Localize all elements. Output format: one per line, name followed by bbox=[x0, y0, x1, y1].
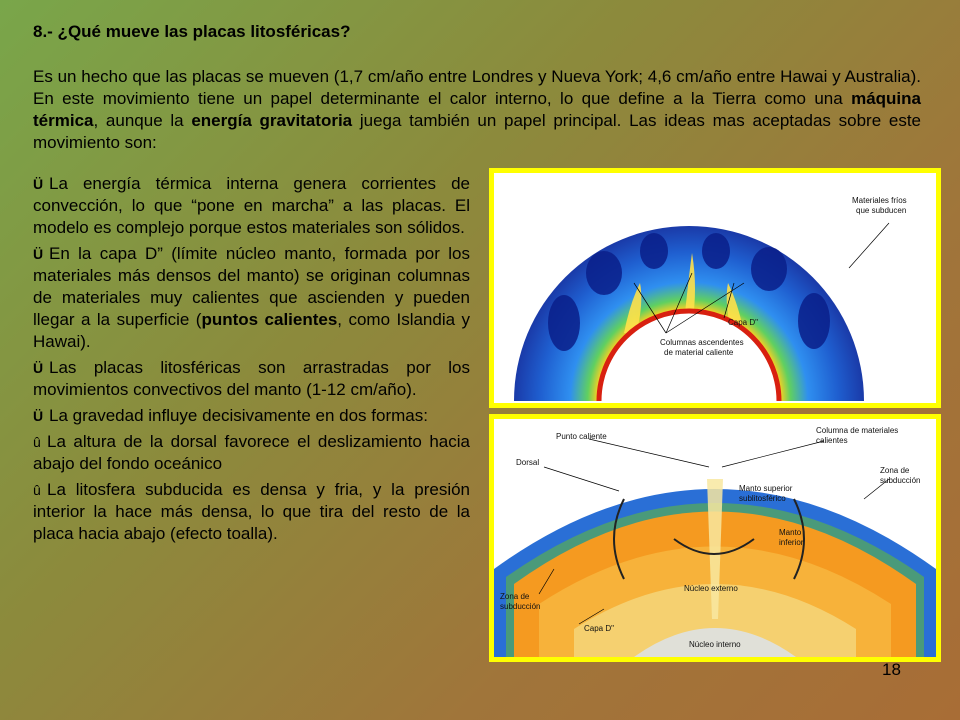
bullet-arrow-icon: Ü bbox=[33, 360, 44, 376]
label-cold-materials-line2: que subducen bbox=[856, 206, 907, 215]
bullet-bold-hotspots: puntos calientes bbox=[201, 310, 338, 329]
sub-bullet-text: La altura de la dorsal favorece el deslizamiento hacia abajo del fondo oceánico bbox=[33, 432, 470, 473]
sub-bullet-cross-icon: û bbox=[33, 434, 41, 450]
label-rising-columns-line1: Columnas ascendentes bbox=[660, 338, 744, 347]
slide-title: 8.- ¿Qué mueve las placas litosféricas? bbox=[33, 22, 351, 41]
label-rising-columns-line2: de material caliente bbox=[664, 348, 734, 357]
mantle-convection-illustration bbox=[494, 173, 936, 403]
label-lower-mantle-line2: inferior bbox=[779, 538, 804, 547]
bullet-arrow-icon: Ü bbox=[33, 176, 44, 192]
sub-bullet-cross-icon: û bbox=[33, 482, 41, 498]
bullet-arrow-icon: Ü bbox=[33, 408, 44, 424]
label-subduction-right-line1: Zona de bbox=[880, 466, 910, 475]
label-subduction-right-line2: subducción bbox=[880, 476, 921, 485]
bullet-text: En la capa D” (límite núcleo manto, formada por los materiales más densos del manto) se originan columnas de materiales muy calientes que ascienden y pueden llegar a la superficie ( bbox=[33, 244, 470, 329]
bullet-item bbox=[33, 173, 470, 239]
label-hotspot: Punto caliente bbox=[556, 432, 607, 441]
page-number: 18 bbox=[882, 660, 901, 679]
bullet-text: , como Islandia y Hawai). bbox=[33, 310, 470, 351]
sub-bullet-item bbox=[33, 431, 470, 475]
intro-text-1: Es un hecho que las placas se mueven (1,7 cm/año entre Londres y Nueva York; 4,6 cm/año entre Hawai y Australia). En este movimiento tiene un papel determinante el calor interno, lo que define a la Tierra como una bbox=[33, 67, 921, 108]
label-upper-mantle-line1: Manto superior bbox=[739, 484, 793, 493]
bullet-item bbox=[33, 357, 470, 401]
sub-bullet-item bbox=[33, 479, 470, 545]
label-upper-mantle-line2: sublitosférico bbox=[739, 494, 786, 503]
mantle-convection-figure bbox=[489, 168, 941, 408]
bullet-arrow-icon: Ü bbox=[33, 246, 44, 262]
label-hot-column-line1: Columna de materiales bbox=[816, 426, 899, 435]
label-ridge: Dorsal bbox=[516, 458, 540, 467]
label-subduction-left-line2: subducción bbox=[500, 602, 541, 611]
intro-text-3: juega también un papel principal. Las ideas mas aceptadas sobre este movimiento son: bbox=[33, 111, 922, 152]
label-lower-mantle-line1: Manto bbox=[779, 528, 802, 537]
earth-section-figure bbox=[489, 414, 941, 662]
intro-bold-thermal-machine: máquina térmica bbox=[33, 89, 921, 130]
bullet-text: La gravedad influye decisivamente en dos formas: bbox=[49, 406, 428, 425]
label-subduction-left-line1: Zona de bbox=[500, 592, 530, 601]
label-outer-core: Núcleo externo bbox=[684, 584, 738, 593]
intro-bold-gravitational-energy: energía gravitatoria bbox=[191, 111, 353, 130]
bullet-text: Las placas litosféricas son arrastradas por los movimientos convectivos del manto (1-12 cm/año). bbox=[33, 358, 470, 399]
earth-section-illustration bbox=[494, 419, 936, 657]
label-cold-materials-line1: Materiales fríos bbox=[852, 196, 907, 205]
bullet-list bbox=[33, 173, 470, 549]
bullet-text: La energía térmica interna genera corrientes de convección, lo que “pone en marcha” a las placas. El modelo es complejo porque estos materiales son sólidos. bbox=[33, 174, 470, 237]
label-d-layer: Capa D" bbox=[584, 624, 614, 633]
intro-paragraph bbox=[33, 66, 921, 154]
label-d-layer: Capa D" bbox=[728, 318, 758, 327]
sub-bullet-text: La litosfera subducida es densa y fria, y la presión interior la hace más densa, lo que tira del resto de la placa hacia abajo (efecto toalla). bbox=[33, 480, 470, 543]
bullet-item bbox=[33, 243, 470, 353]
bullet-item bbox=[33, 405, 470, 427]
label-inner-core: Núcleo interno bbox=[689, 640, 741, 649]
label-hot-column-line2: calientes bbox=[816, 436, 848, 445]
intro-text-2: , aunque la bbox=[93, 111, 192, 130]
